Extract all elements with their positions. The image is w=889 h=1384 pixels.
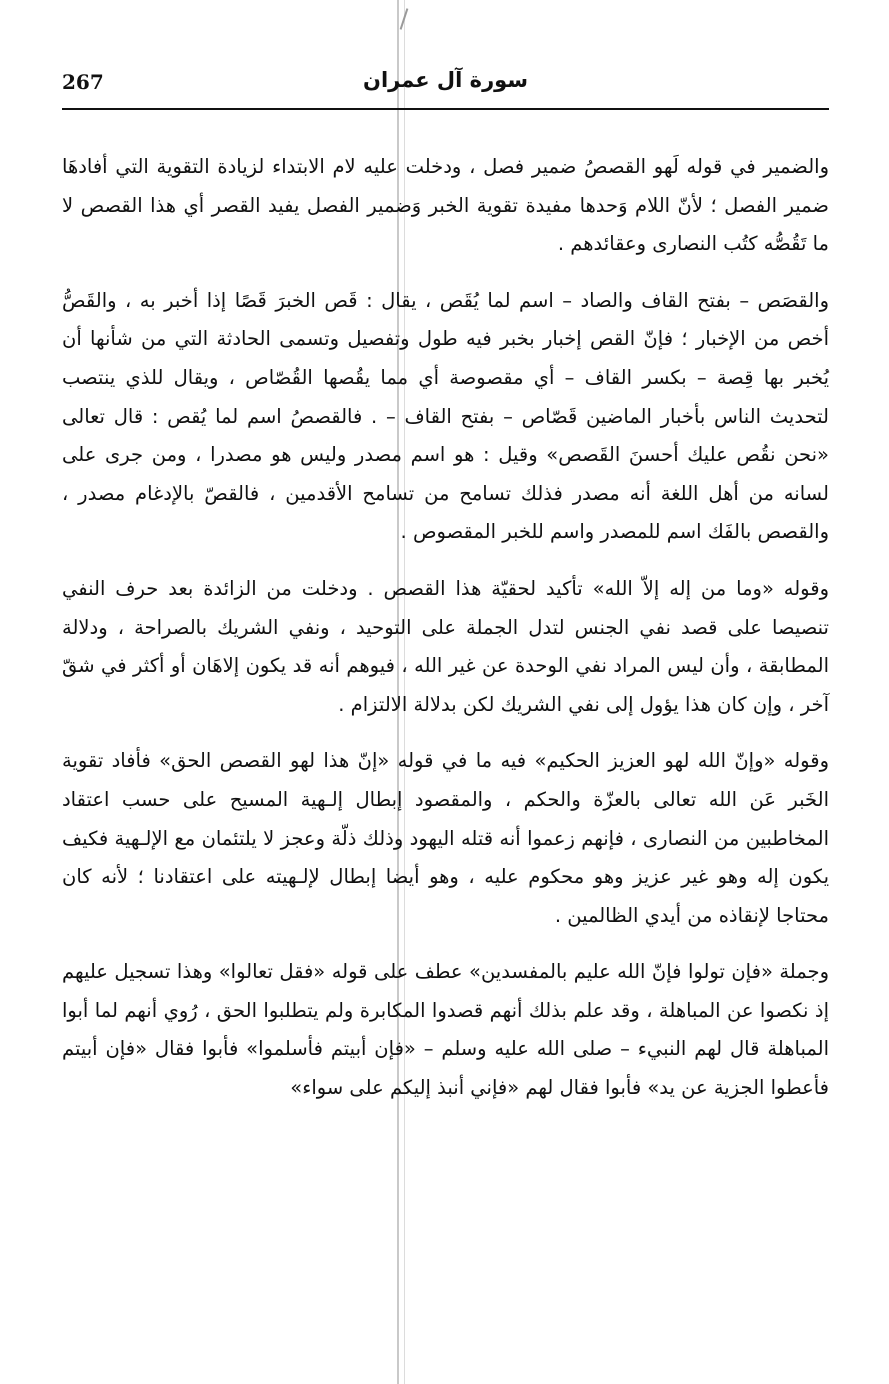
- running-title: سورة آل عمران: [363, 68, 528, 92]
- paragraph-4: وقوله «وإنّ الله لهو العزيز الحكيم» فيه ما في قوله «إنّ هذا لهو القصص الحق» فأفاد تقوية الخَبر عَن الله تعالى بالعزّة والحكم ، والمقصود إبطال إلـهية المسيح على حسب اعتقاد المخاطبين من النصارى ، فإنهم زعموا أنه قتله اليهود وذلك ذلّة وعجز لا يلتئمان مع الإلـهية فكيف يكون إله وهو غير عزيز وهو محكوم عليه ، وهو أيضا إبطال لإلـهيته على اعتقادنا ؛ لأنه كان محتاجا لإنقاذه من أيدي الظالمين .: [62, 749, 829, 927]
- paragraph-1: والضمير في قوله لَهو القصصُ ضمير فصل ، ودخلت عليه لام الابتداء لزيادة التقوية التي أفادهَا ضمير الفصل ؛ لأنّ اللام وَحدها مفيدة تقوية الخبر وَضمير الفصل يفيد القصر أي هذا القصص لا ما تَقُصُّه كتُب النصارى وعقائدهم .: [62, 155, 829, 256]
- paragraph-2: والقصَص – بفتح القاف والصاد – اسم لما يُقَص ، يقال : قَص الخبرَ قَصًا إذا أخبر به ، والقَصُّ أخص من الإخبار ؛ فإنّ القص إخبار بخبر فيه طول وتفصيل وتسمى الحادثة التي من شأنها أن يُخبر بها قِصة – بكسر القاف – أي مقصوصة أي مما يقُصها القُصّاص ، ويقال للذي ينتصب لتحديث الناس بأخبار الماضين قَصّاص – بفتح القاف – . فالقصصُ اسم لما يُقص : قال تعالى «نحن نقُص عليك أحسنَ القَصص» وقيل : هو اسم مصدر وليس هو مصدرا ، ومن جرى على لسانه من أهل اللغة أنه مصدر فذلك تسامح من تسامح الأقدمين ، فالقصّ بالإدغام مصدر ، والقصص بالفَك اسم للمصدر واسم للخبر المقصوص .: [62, 288, 829, 544]
- page-number: 267: [62, 70, 104, 94]
- paragraph-3: وقوله «وما من إله إلاّ الله» تأكيد لحقيّة هذا القصص . ودخلت من الزائدة بعد حرف النفي تنصيصا على قصد نفي الجنس لتدل الجملة على التوحيد ، ونفي الشريك بالصراحة ، ودلالة المطابقة ، وأن ليس المراد نفي الوحدة عن غير الله ، فيوهم أنه قد يكون إلاهَان أو أكثر في شقّ آخر ، وإن كان هذا يؤول إلى نفي الشريك لكن بدلالة الالتزام .: [62, 576, 829, 716]
- body-text: [62, 148, 829, 1126]
- header-rule: [62, 108, 829, 110]
- page-header: [62, 68, 829, 104]
- paragraph-5: وجملة «فإن تولوا فإنّ الله عليم بالمفسدين» عطف على قوله «فقل تعالوا» وهذا تسجيل عليهم إذ نكصوا عن المباهلة ، وقد علم بذلك أنهم قصدوا المكابرة ولم يتطلبوا الحق ، رُوي أنهم لما أبوا المباهلة قال لهم النبيء – صلى الله عليه وسلم – «فإن أبيتم فأسلموا» فأبوا فقال «فإن أبيتم فأعطوا الجزية عن يد» فأبوا فقال لهم «فإني أنبذ إليكم على سواء»: [62, 960, 829, 1100]
